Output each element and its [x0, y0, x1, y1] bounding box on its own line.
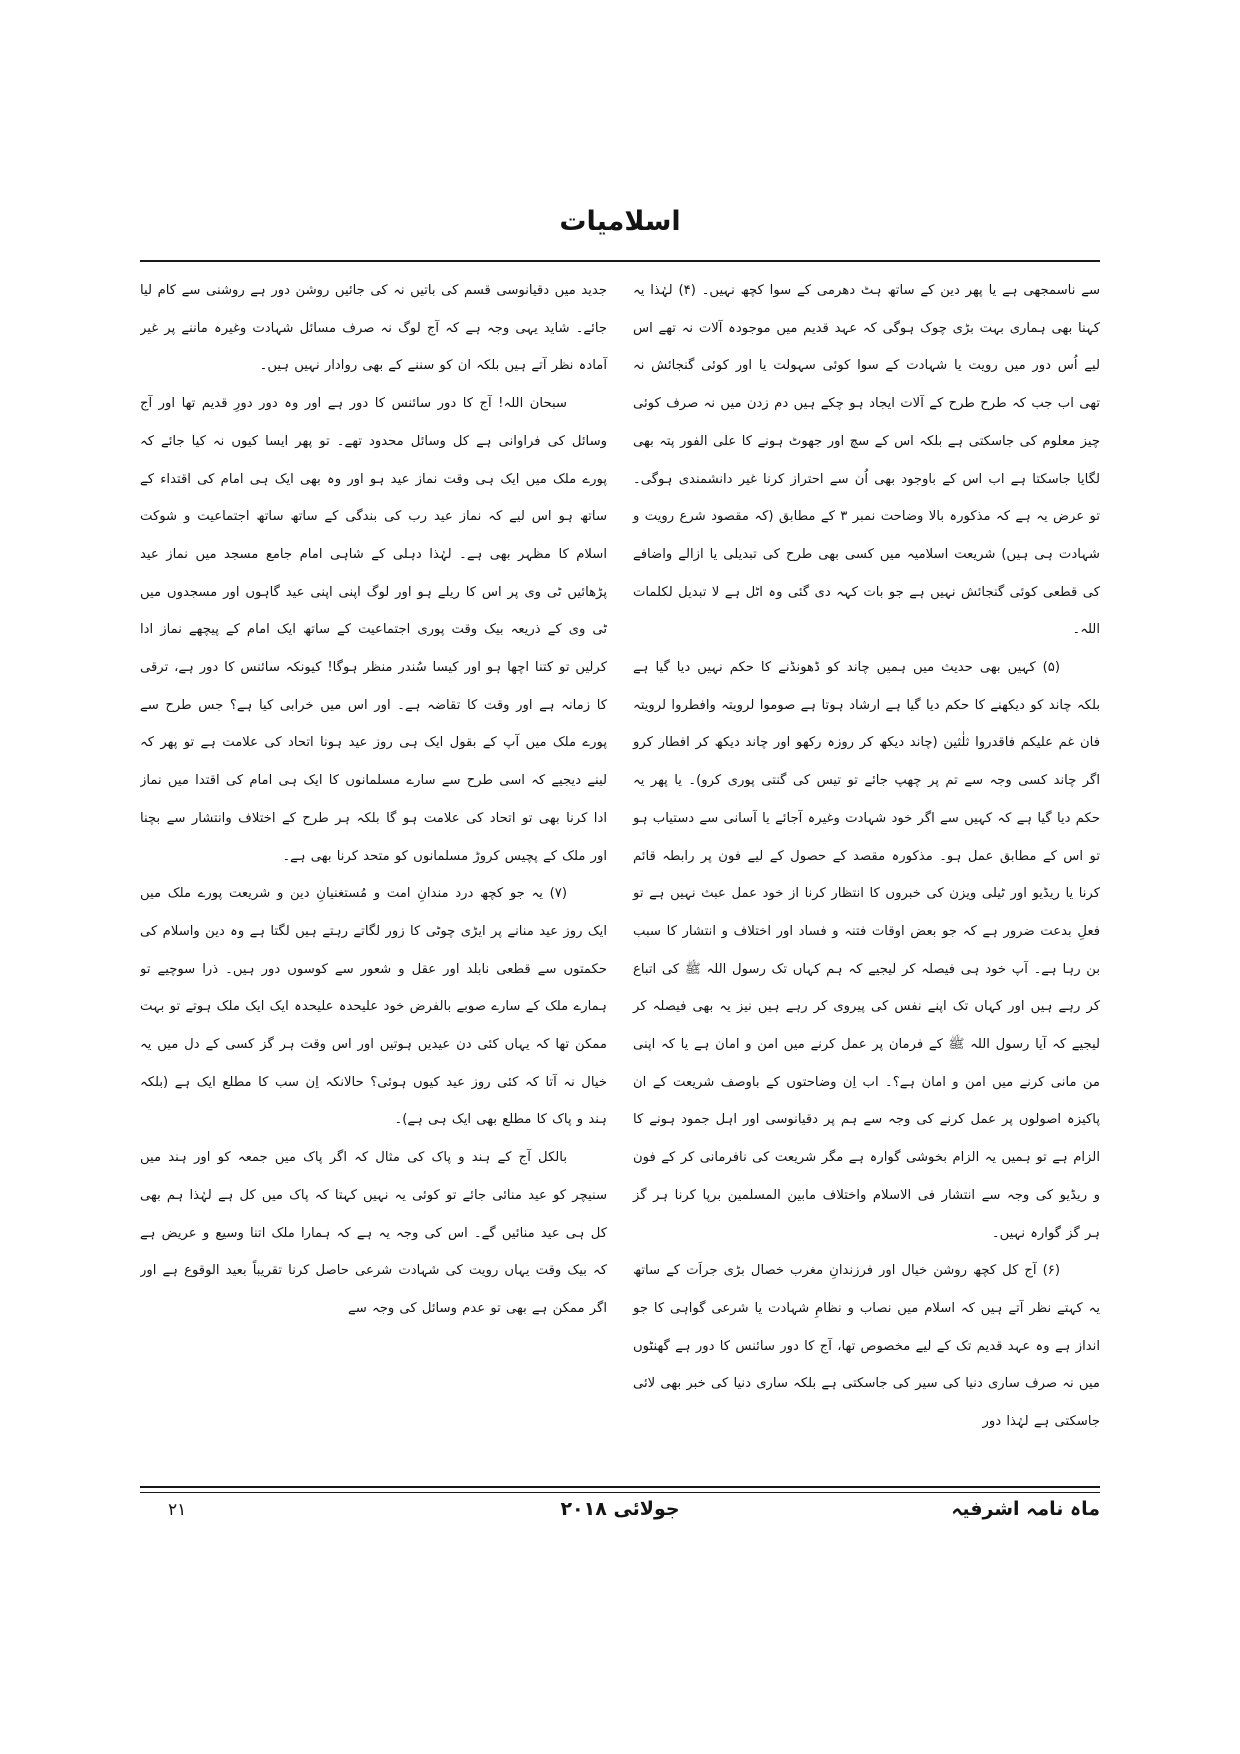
- paragraph: جدید میں دقیانوسی قسم کی باتیں نہ کی جائیں روشن دور ہے روشنی سے کام لیا جائے۔ شاید یہی وجہ ہے کہ آج لوگ نہ صرف مسائل شہادت وغیرہ ماننے پر غیر آمادہ نظر آتے ہیں بلکہ ان کو سننے کے بھی روادار نہیں ہیں۔: [140, 283, 607, 374]
- page-title: اسلامیات: [559, 206, 681, 237]
- footer-issue-date: جولائی ۲۰۱۸: [560, 1498, 680, 1520]
- footer-rule: [140, 1486, 1100, 1493]
- paragraph: سے ناسمجھی ہے یا پھر دین کے ساتھ ہٹ دھرمی کے سوا کچھ نہیں۔ (۴) لہٰذا یہ کہنا بھی ہماری بہت بڑی چوک ہوگی کہ عہد قدیم میں موجودہ آلات نہ تھے اس لیے اُس دور میں رویت یا شہادت کے سوا کوئی سہولت یا اور کوئی گنجائش نہ تھی اب جب کہ طرح طرح کے آلات ایجاد ہو چکے ہیں دم زدن میں نہ صرف کوئی چیز معلوم کی جاسکتی ہے بلکہ اس کے سچ اور جھوٹ ہونے کا علی الفور پتہ بھی لگایا جاسکتا ہے اب اس کے باوجود بھی اُن سے احتراز کرنا غیر دانشمندی ہوگی۔ تو عرض یہ ہے کہ مذکورہ بالا وضاحت نمبر ۳ کے مطابق (کہ مقصود شرع رویت و شہادت ہی ہیں) شریعت اسلامیہ میں کسی بھی طرح کی تبدیلی یا ازالے واضافے کی قطعی کوئی گنجائش نہیں ہے جو بات کہہ دی گئی وہ اٹل ہے لا تبدیل لکلمات اللہ۔: [633, 283, 1100, 638]
- footer-magazine-name: ماہ نامہ اشرفیہ: [951, 1498, 1100, 1520]
- text-columns: [140, 272, 1100, 1484]
- paragraph: بالکل آج کے ہند و پاک کی مثال کہ اگر پاک میں جمعہ کو اور ہند میں سنیچر کو عید منائی جائے تو کوئی یہ نہیں کہتا کہ پاک میں کل ہے لہٰذا ہم بھی کل ہی عید منائیں گے۔ اس کی وجہ یہ ہے کہ ہمارا ملک اتنا وسیع و عریض ہے کہ بیک وقت یہاں رویت کی شہادت شرعی حاصل کرنا تقریباً بعید الوقوع ہے اور اگر ممکن ہے بھی تو عدم وسائل کی وجہ سے: [140, 1150, 607, 1316]
- footer-page-number: ۲۱: [168, 1500, 187, 1520]
- header-rule: [140, 260, 1100, 262]
- footer: [140, 1498, 1100, 1532]
- paragraph: (۵) کہیں بھی حدیث میں ہمیں چاند کو ڈھونڈنے کا حکم نہیں دیا گیا ہے بلکہ چاند کو دیکھنے کا حکم دیا گیا ہے ارشاد ہوتا ہے صوموا لرویتہ وافطروا لرویتہ فان غم علیکم فاقدروا ثلٰثین (چاند دیکھ کر روزہ رکھو اور چاند دیکھ کر افطار کرو اگر چاند کسی وجہ سے تم پر چھپ جائے تو تیس کی گنتی پوری کرو)۔ یا پھر یہ حکم دیا گیا ہے کہ کہیں سے اگر خود شہادت وغیرہ آجائے یا آسانی سے دستیاب ہو تو اس کے مطابق عمل ہو۔ مذکورہ مقصد کے حصول کے لیے فون پر رابطہ قائم کرنا یا ریڈیو اور ٹیلی ویزن کی خبروں کا انتظار کرنا از خود عمل عبث نہیں ہے تو فعلِ بدعت ضرور ہے کہ جو بعض اوقات فتنہ و فساد اور اختلاف و انتشار کا سبب بن رہا ہے۔ آپ خود ہی فیصلہ کر لیجیے کہ ہم کہاں تک رسول اللہ ﷺ کی اتباع کر رہے ہیں اور کہاں تک اپنے نفس کی پیروی کر رہے ہیں نیز یہ بھی فیصلہ کر لیجیے کہ آیا رسول اللہ ﷺ کے فرمان پر عمل کرنے میں امن و امان ہے یا کہ اپنی من مانی کرنے میں امن و امان ہے؟۔ اب اِن وضاحتوں کے باوصف شریعت کے ان پاکیزہ اصولوں پر عمل کرنے کی وجہ سے ہم پر دقیانوسی اور اہل جمود ہونے کا الزام ہے تو ہمیں یہ الزام بخوشی گوارہ ہے مگر شریعت کی نافرمانی کر کے فون و ریڈیو کی وجہ سے انتشار فی الاسلام واختلاف مابین المسلمین برپا کرنا ہر گز ہر گز گوارہ نہیں۔: [633, 660, 1100, 1241]
- column-left: [140, 272, 607, 1484]
- paragraph: سبحان اللہ! آج کا دور سائنس کا دور ہے اور وہ دور دورِ قدیم تھا اور آج وسائل کی فراوانی ہے کل وسائل محدود تھے۔ تو پھر ایسا کیوں نہ کیا جائے کہ پورے ملک میں ایک ہی وقت نماز عید ہو اور وہ بھی ایک ہی امام کی اقتداء کے ساتھ ہو اس لیے کہ نماز عید رب کی بندگی کے ساتھ ساتھ اجتماعیت و شوکت اسلام کا مظہر بھی ہے۔ لہٰذا دہلی کے شاہی امام جامع مسجد میں نماز عید پڑھائیں ٹی وی پر اس کا ریلے ہو اور لوگ اپنی اپنی عید گاہوں اور مسجدوں میں ٹی وی کے ذریعہ بیک وقت پوری اجتماعیت کے ساتھ ایک امام کے پیچھے نماز ادا کرلیں تو کتنا اچھا ہو اور کیسا سُندر منظر ہوگا! کیونکہ سائنس کا دور ہے، ترقی کا زمانہ ہے اور وقت کا تقاضہ ہے۔ اور اس میں خرابی کیا ہے؟ جس طرح سے پورے ملک میں آپ کے بقول ایک ہی روز عید ہونا اتحاد کی علامت ہے تو پھر کہ لینے دیجیے کہ اسی طرح سے سارے مسلمانوں کا ایک ہی امام کی اقتدا میں نماز ادا کرنا بھی تو اتحاد کی علامت ہو گا بلکہ ہر طرح کے اختلاف وانتشار سے بچنا اور ملک کے پچیس کروڑ مسلمانوں کو متحد کرنا بھی ہے۔: [140, 396, 607, 864]
- column-right: [633, 272, 1100, 1484]
- paragraph: (۶) آج کل کچھ روشن خیال اور فرزندانِ مغرب خصال بڑی جراَت کے ساتھ یہ کہتے نظر آتے ہیں کہ اسلام میں نصاب و نظامِ شہادت یا شرعی گواہی کا جو انداز ہے وہ عہد قدیم تک کے لیے مخصوص تھا، آج کا دور سائنس کا دور ہے گھنٹوں میں نہ صرف ساری دنیا کی سیر کی جاسکتی ہے بلکہ ساری دنیا کی خبر بھی لائی جاسکتی ہے لہٰذا دور: [633, 1263, 1100, 1430]
- paragraph: (۷) یہ جو کچھ درد مندانِ امت و مُستغنیانِ دین و شریعت پورے ملک میں ایک روز عید منانے پر ایڑی چوٹی کا زور لگاتے رہتے ہیں لگتا ہے وہ دین واسلام کی حکمتوں سے قطعی نابلد اور عقل و شعور سے کوسوں دور ہیں۔ ذرا سوچیے تو ہمارے ملک کے سارے صوبے بالفرض خود علیحدہ علیحدہ ایک ایک ملک ہوتے تو بہت ممکن تھا کہ یہاں کئی دن عیدیں ہوتیں اور اس وقت ہر گز کسی کے دل میں یہ خیال نہ آتا کہ کئی روز عید کیوں ہوئی؟ حالانکہ اِن سب کا مطلع ایک ہے (بلکہ ہند و پاک کا مطلع بھی ایک ہی ہے)۔: [140, 886, 607, 1128]
